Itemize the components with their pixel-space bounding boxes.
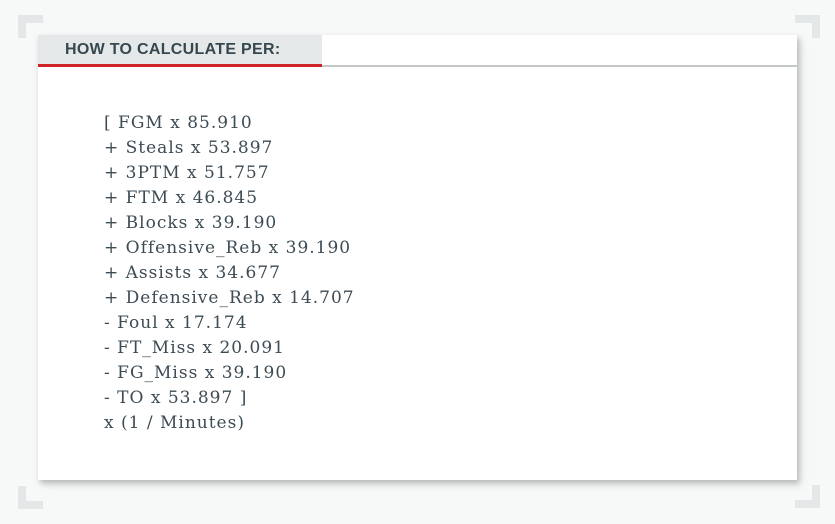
card-header — [38, 35, 797, 67]
per-formula-card — [38, 35, 797, 480]
formula-line: + Defensive_Reb x 14.707 — [104, 288, 355, 308]
card-header-tab — [38, 35, 322, 67]
formula-lines — [104, 111, 777, 436]
formula-line: x (1 / Minutes) — [104, 413, 245, 433]
frame-corner-bottom-right-icon — [795, 485, 820, 508]
formula-line: + Offensive_Reb x 39.190 — [104, 238, 352, 258]
formula-line: + 3PTM x 51.757 — [104, 163, 270, 183]
card-title: HOW TO CALCULATE PER: — [65, 40, 281, 58]
frame-corner-top-right-icon — [795, 15, 820, 38]
formula-line: - FT_Miss x 20.091 — [104, 338, 285, 358]
formula-line: + Assists x 34.677 — [104, 263, 281, 283]
formula-line: [ FGM x 85.910 — [104, 113, 253, 133]
card-body — [38, 67, 797, 436]
formula-line: - FG_Miss x 39.190 — [104, 363, 288, 383]
formula-line: + Steals x 53.897 — [104, 138, 274, 158]
formula-line: - Foul x 17.174 — [104, 313, 248, 333]
formula-line: - TO x 53.897 ] — [104, 388, 248, 408]
frame-corner-bottom-left-icon — [18, 486, 43, 509]
formula-line: + Blocks x 39.190 — [104, 213, 278, 233]
formula-line: + FTM x 46.845 — [104, 188, 259, 208]
card-header-divider — [322, 35, 797, 67]
